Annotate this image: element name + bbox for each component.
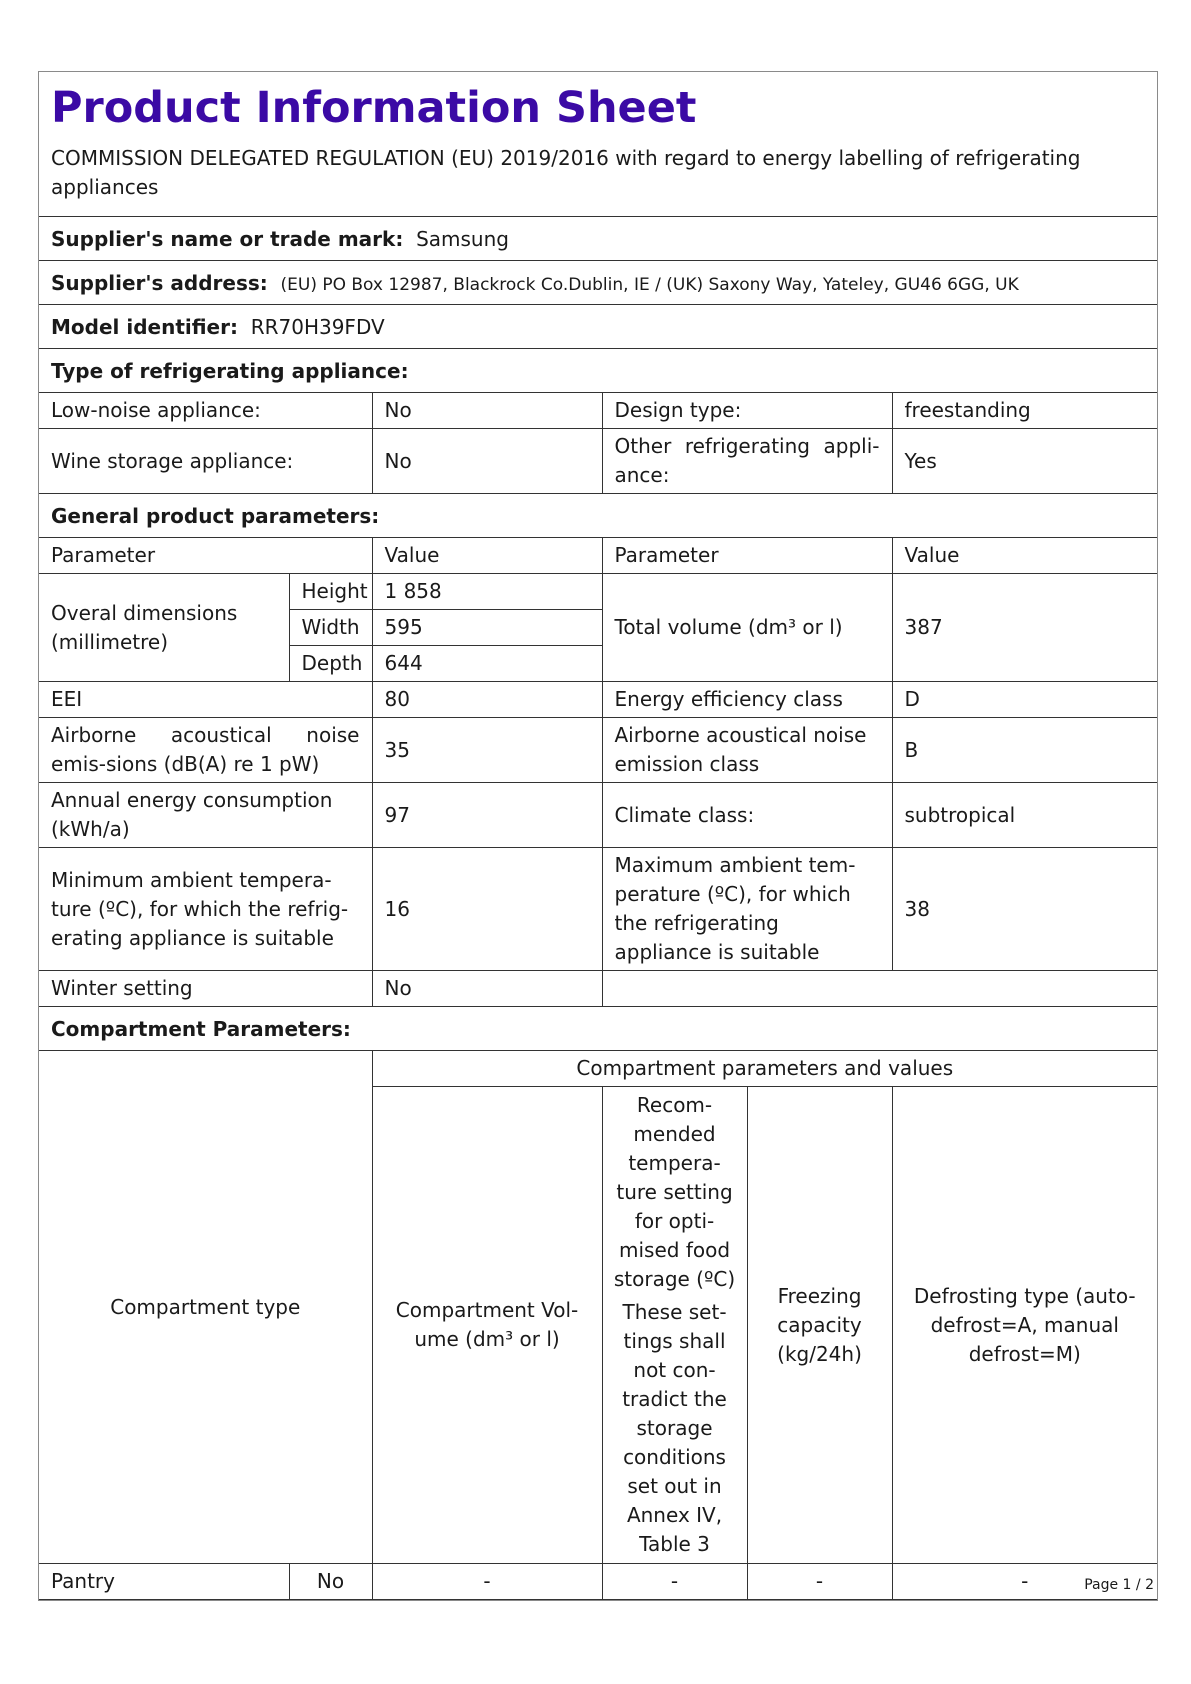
- compartment-volume-header: Compartment Vol-ume (dm³ or l): [372, 1087, 602, 1564]
- defrosting-type-header: Defrosting type (auto-defrost=A, manual defrost=M): [892, 1087, 1157, 1564]
- eei-label: EEI: [39, 682, 372, 718]
- eei-value: 80: [372, 682, 602, 718]
- min-temperature-label: Minimum ambient tempera-ture (ºC), for which the refrig-erating appliance is suitable: [39, 848, 372, 971]
- energy-class-value: D: [892, 682, 1157, 718]
- noise-emissions-value: 35: [372, 718, 602, 783]
- empty-cell: [602, 971, 1157, 1007]
- height-label: Height: [289, 574, 372, 610]
- compartment-defrost: -: [892, 1564, 1157, 1600]
- noise-class-label: Airborne acoustical noise emission class: [602, 718, 892, 783]
- page-number: Page 1 / 2: [1084, 1577, 1154, 1593]
- table-row: [39, 1564, 1157, 1600]
- compartment-name: Pantry: [39, 1564, 289, 1600]
- storage-conditions-note: These set-tings shall not con-tradict the storage conditions set out in Annex IV, Table 3: [622, 1300, 727, 1556]
- max-temperature-value: 38: [892, 848, 1157, 971]
- climate-class-value: subtropical: [892, 783, 1157, 848]
- header-block: [39, 72, 1157, 217]
- col-header-parameter: Parameter: [39, 538, 372, 574]
- climate-class-label: Climate class:: [602, 783, 892, 848]
- regulation-subtitle: COMMISSION DELEGATED REGULATION (EU) 2019/2016 with regard to energy labelling of refrigerating appliances: [51, 146, 1081, 199]
- col-header-parameter-2: Parameter: [602, 538, 892, 574]
- dimensions-label: Overal dimensions (millimetre): [39, 574, 289, 682]
- max-temperature-label: Maximum ambient tem-perature (ºC), for which the refrigerating appliance is suitable: [602, 848, 892, 971]
- supplier-address-label: Supplier's address:: [51, 271, 268, 295]
- recommended-temperature-header: [602, 1087, 747, 1564]
- model-identifier-label: Model identifier:: [51, 315, 238, 339]
- total-volume-value: 387: [892, 574, 1157, 682]
- compartment-table: [39, 1051, 1157, 1600]
- freezing-capacity-header: Freezing capacity (kg/24h): [747, 1087, 892, 1564]
- winter-setting-value: No: [372, 971, 602, 1007]
- depth-label: Depth: [289, 646, 372, 682]
- appliance-type-table: [39, 393, 1157, 494]
- appliance-type-heading-text: Type of refrigerating appliance:: [51, 359, 409, 383]
- design-type-label: Design type:: [602, 393, 892, 429]
- wine-storage-value: No: [372, 429, 602, 494]
- supplier-name-label: Supplier's name or trade mark:: [51, 227, 404, 251]
- design-type-value: freestanding: [892, 393, 1157, 429]
- other-appliance-value: Yes: [892, 429, 1157, 494]
- noise-class-value: B: [892, 718, 1157, 783]
- compartment-present: No: [289, 1564, 372, 1600]
- general-parameters-heading: [39, 494, 1157, 538]
- supplier-name-row: [39, 217, 1157, 261]
- low-noise-value: No: [372, 393, 602, 429]
- compartment-parameters-heading: [39, 1007, 1157, 1051]
- supplier-address-value: (EU) PO Box 12987, Blackrock Co.Dublin, IE / (UK) Saxony Way, Yateley, GU46 6GG, UK: [280, 275, 1019, 295]
- information-sheet: [38, 71, 1158, 1601]
- width-value: 595: [372, 610, 602, 646]
- total-volume-label: Total volume (dm³ or l): [602, 574, 892, 682]
- general-parameters-heading-text: General product parameters:: [51, 504, 380, 528]
- winter-setting-label: Winter setting: [39, 971, 372, 1007]
- depth-value: 644: [372, 646, 602, 682]
- width-label: Width: [289, 610, 372, 646]
- noise-emissions-label: Airborne acoustical noise emis-sions (dB(A) re 1 pW): [39, 718, 372, 783]
- compartment-freezing: -: [747, 1564, 892, 1600]
- annual-energy-value: 97: [372, 783, 602, 848]
- col-header-value: Value: [372, 538, 602, 574]
- general-parameters-table: [39, 538, 1157, 1007]
- compartment-volume: -: [372, 1564, 602, 1600]
- appliance-type-heading: [39, 349, 1157, 393]
- low-noise-label: Low-noise appliance:: [39, 393, 372, 429]
- compartment-type-header: Compartment type: [39, 1051, 372, 1564]
- compartment-temperature: -: [602, 1564, 747, 1600]
- other-appliance-label: Other refrigerating appli-ance:: [602, 429, 892, 494]
- page-title: Product Information Sheet: [51, 83, 697, 133]
- model-identifier-value: RR70H39FDV: [250, 315, 385, 339]
- supplier-name-value: Samsung: [416, 227, 509, 251]
- wine-storage-label: Wine storage appliance:: [39, 429, 372, 494]
- min-temperature-value: 16: [372, 848, 602, 971]
- annual-energy-label: Annual energy consumption (kWh/a): [39, 783, 372, 848]
- supplier-address-row: [39, 261, 1157, 305]
- energy-class-label: Energy efficiency class: [602, 682, 892, 718]
- model-identifier-row: [39, 305, 1157, 349]
- compartment-group-header: Compartment parameters and values: [372, 1051, 1157, 1087]
- height-value: 1 858: [372, 574, 602, 610]
- col-header-value-2: Value: [892, 538, 1157, 574]
- recommended-temperature-text: Recom-mended tempera-ture setting for opti-mised food storage (ºC): [613, 1093, 736, 1291]
- compartment-parameters-heading-text: Compartment Parameters:: [51, 1017, 351, 1041]
